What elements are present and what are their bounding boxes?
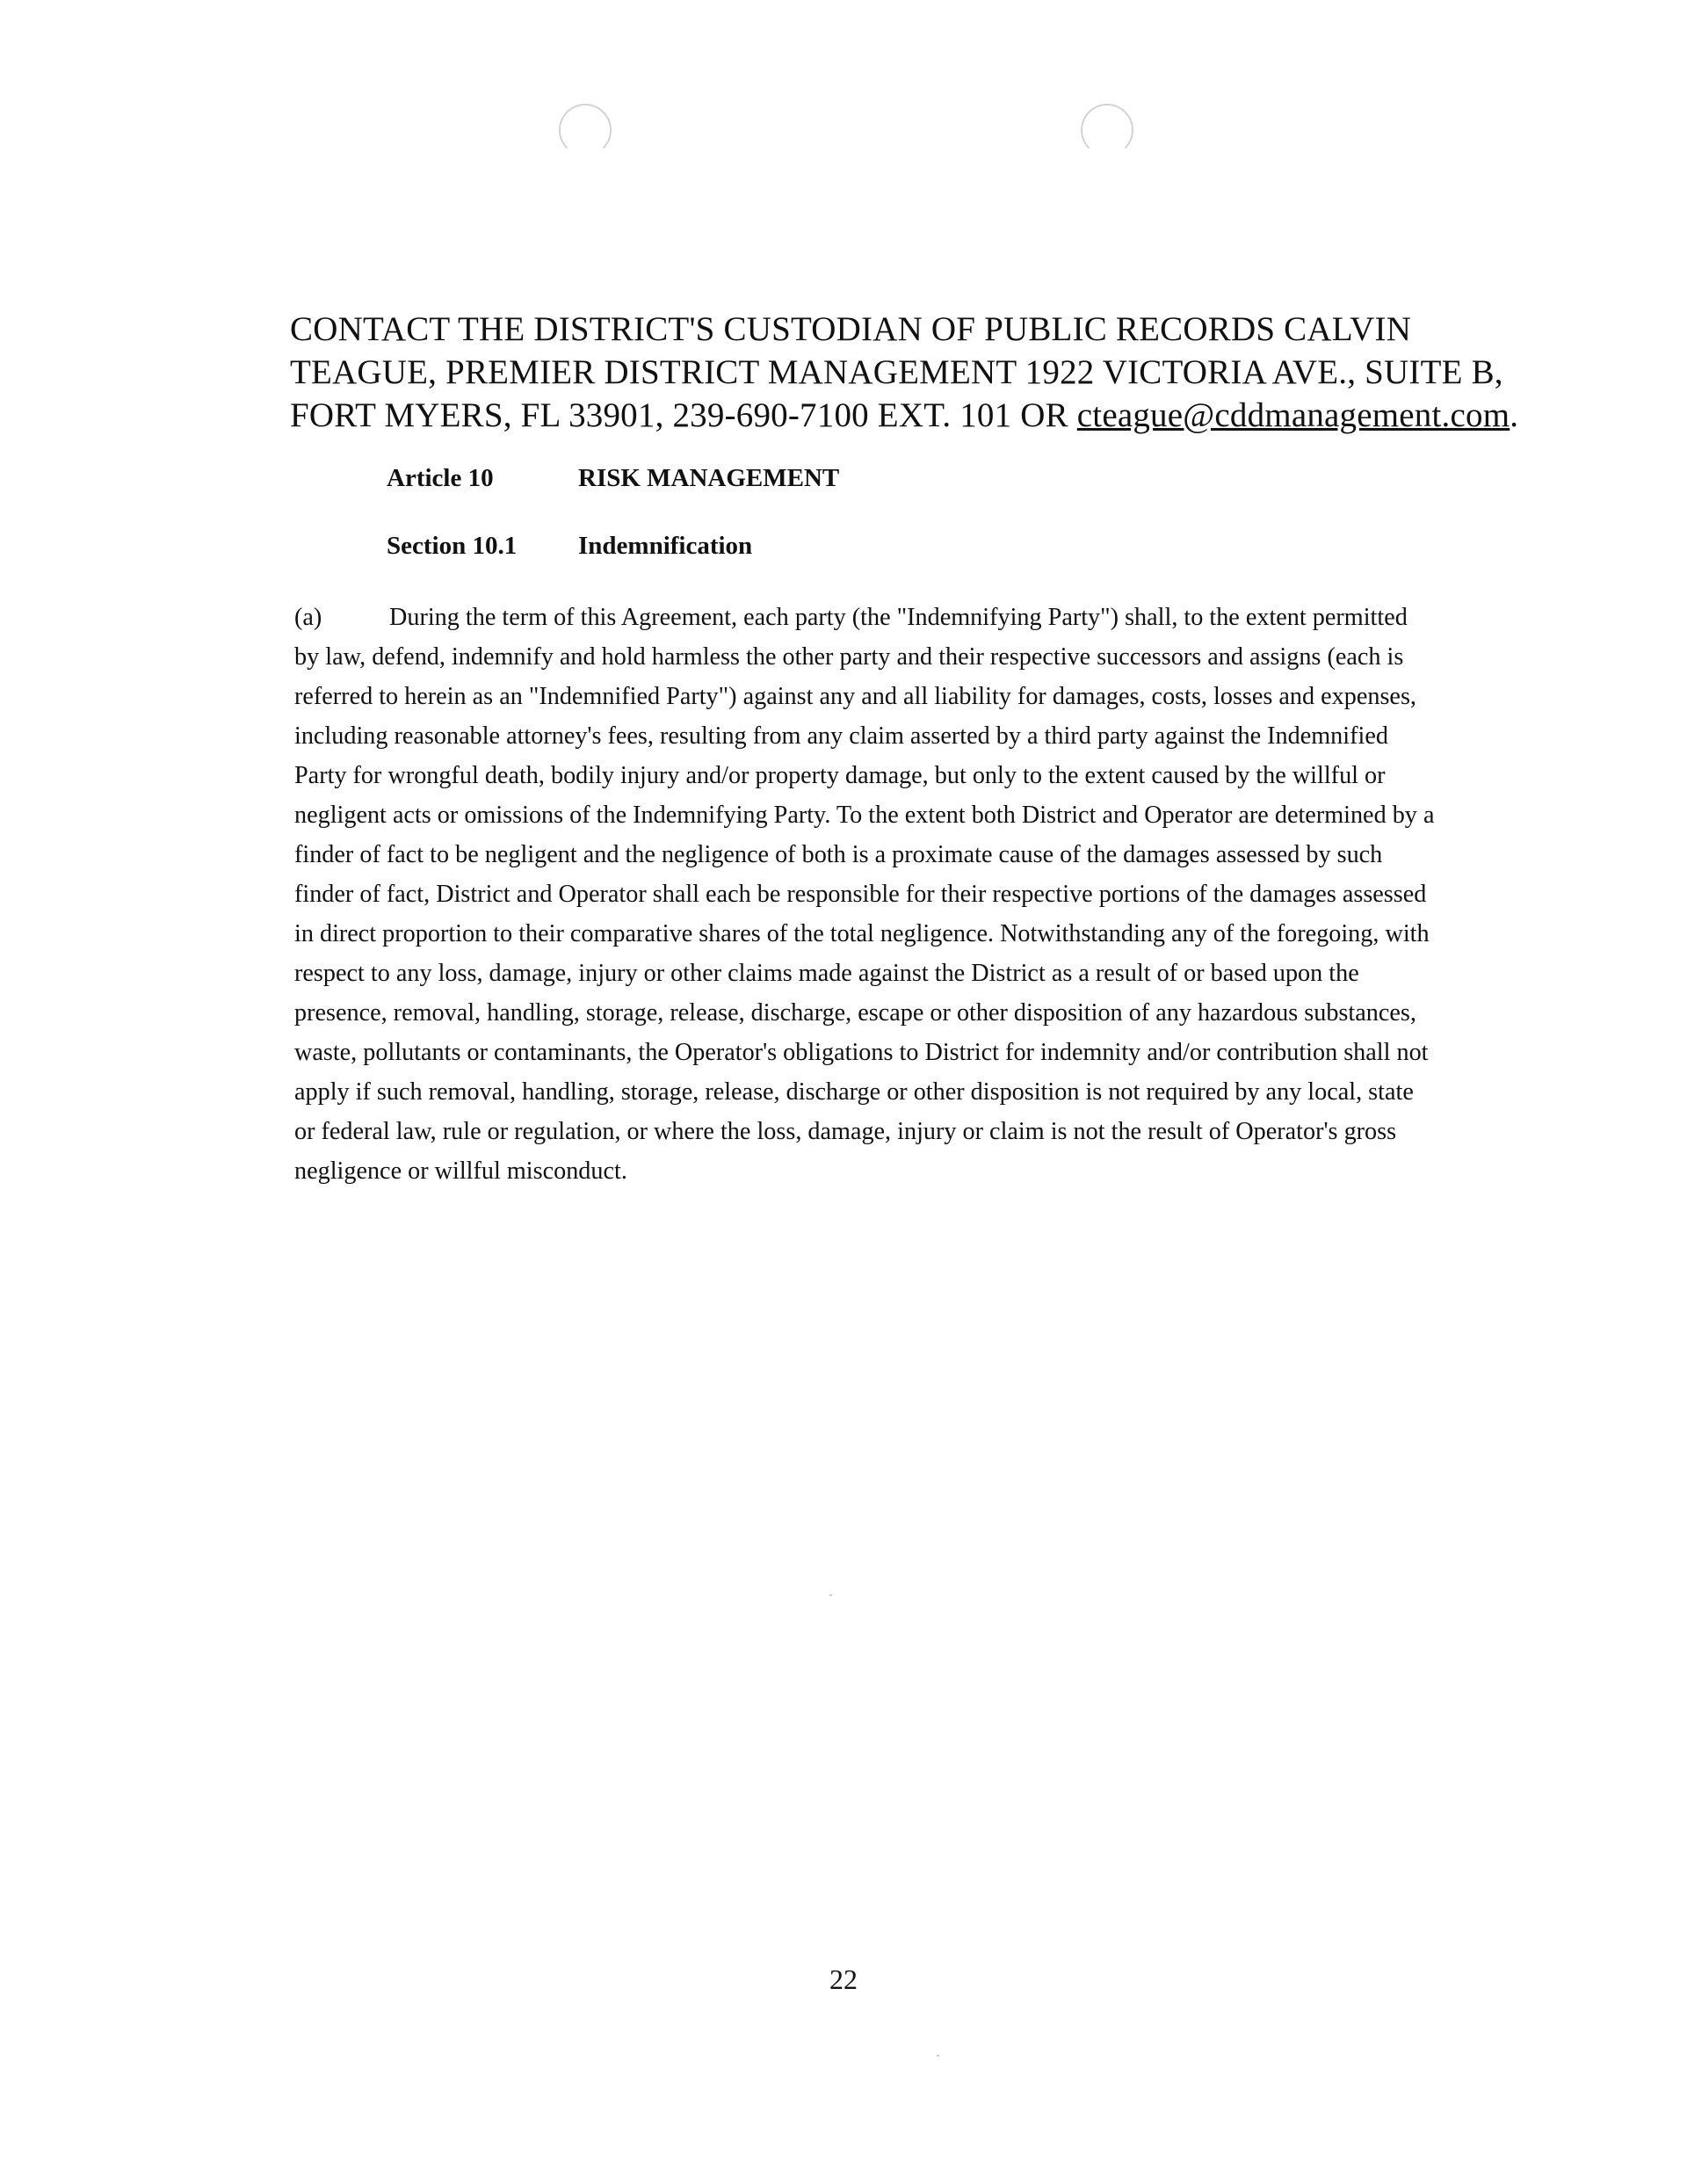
section-number: Section 10.1 [387,532,518,560]
section-heading [387,531,752,561]
section-title: Indemnification [578,532,753,560]
article-heading [387,463,839,493]
contact-text: CONTACT THE DISTRICT'S CUSTODIAN OF PUBLIC RECORDS CALVIN TEAGUE, PREMIER DISTRICT MANAGEMENT 1922 VICTORIA AVE., SUITE B, FORT MYERS, FL 33901, 239-690-7100 EXT. 101 OR [290,310,1503,434]
paragraph-a [294,598,1437,1191]
page-number: 22 [829,1963,858,1995]
article-number: Article 10 [387,464,494,492]
punch-hole-left [559,104,612,156]
article-title: RISK MANAGEMENT [578,464,840,492]
paragraph-a-label: (a) [294,604,322,631]
contact-end: . [1510,396,1519,434]
records-contact-notice [290,308,1538,437]
scan-speck [829,1594,832,1596]
contact-email-link[interactable]: cteague@cddmanagement.com [1076,396,1510,434]
scan-speck [937,2055,939,2057]
punch-hole-right [1081,104,1133,156]
paragraph-a-text: During the term of this Agreement, each party (the "Indemnifying Party") shall, to the extent permitted by law, defend, indemnify and hold harmless the other party and their respective successors and assigns (each is referred to herein as an "Indemnified Party") against any and all liability for damages, costs, losses and expenses, including reasonable attorney's fees, resulting from any claim asserted by a third party against the Indemnified Party for wrongful death, bodily injury and/or property damage, but only to the extent caused by the willful or negligent acts or omissions of the Indemnifying Party. To the extent both District and Operator are determined by a finder of fact to be negligent and the negligence of both is a proximate cause of the damages assessed by such finder of fact, District and Operator shall each be responsible for their respective portions of the damages assessed in direct proportion to their comparative shares of the total negligence. Notwithstanding any of the foregoing, with respect to any loss, damage, injury or other claims made against the District as a result of or based upon the presence, removal, handling, storage, release, discharge, escape or other disposition of any hazardous substances, waste, pollutants or contaminants, the Operator's obligations to District for indemnity and/or contribution shall not apply if such removal, handling, storage, release, discharge or other disposition is not required by any local, state or federal law, rule or regulation, or where the loss, damage, injury or claim is not the result of Operator's gross negligence or willful misconduct. [294,604,1435,1185]
